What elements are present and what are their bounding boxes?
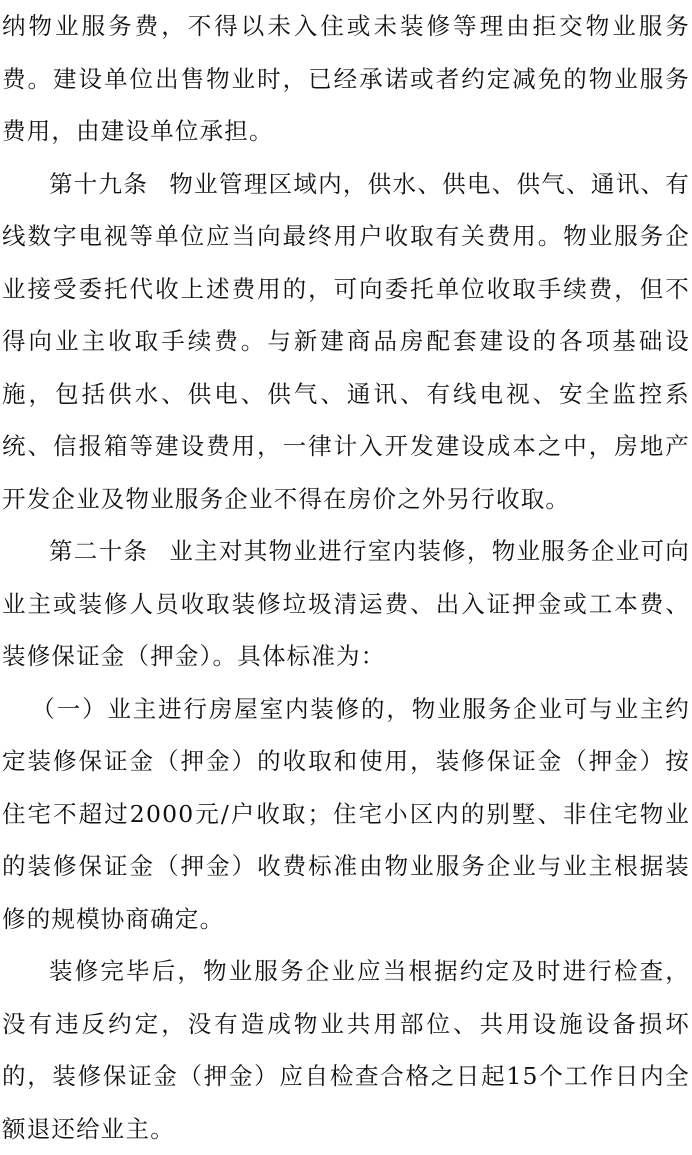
paragraph-fee-continuation: [2, 0, 690, 158]
article-19: [2, 158, 690, 526]
paragraph-text: 装修完毕后，物业服务企业应当根据约定及时进行检查，没有违反约定，没有造成物业共用部位、共用设施设备损坏的，装修保证金（押金）应自检查合格之日起15个工作日内全额退还给业主。: [2, 957, 690, 1143]
article-text: 业主对其物业进行室内装修，物业服务企业可向业主或装修人员收取装修垃圾清运费、出入证押金或工本费、装修保证金（押金）。具体标准为：: [2, 537, 690, 670]
clause-text: （一）业主进行房屋室内装修的，物业服务企业可与业主约定装修保证金（押金）的收取和使用，装修保证金（押金）按住宅不超过2000元/户收取；住宅小区内的别墅、非住宅物业的装修保证金（押金）收费标准由物业服务企业与业主根据装修的规模协商确定。: [2, 694, 690, 933]
article-text: 物业管理区域内，供水、供电、供气、通讯、有线数字电视等单位应当向最终用户收取有关费用。物业服务企业接受委托代收上述费用的，可向委托单位收取手续费，但不得向业主收取手续费。与新建商品房配套建设的各项基础设施，包括供水、供电、供气、通讯、有线电视、安全监控系统、信报箱等建设费用，一律计入开发建设成本之中，房地产开发企业及物业服务企业不得在房价之外另行收取。: [2, 169, 690, 513]
paragraph-deposit-refund: [2, 945, 690, 1155]
article-number: 第二十条: [49, 537, 149, 565]
article-20: [2, 525, 690, 683]
paragraph-text: 纳物业服务费，不得以未入住或未装修等理由拒交物业服务费。建设单位出售物业时，已经承诺或者约定减免的物业服务费用，由建设单位承担。: [2, 12, 690, 145]
clause-1: [2, 683, 690, 946]
article-number: 第十九条: [49, 169, 149, 198]
